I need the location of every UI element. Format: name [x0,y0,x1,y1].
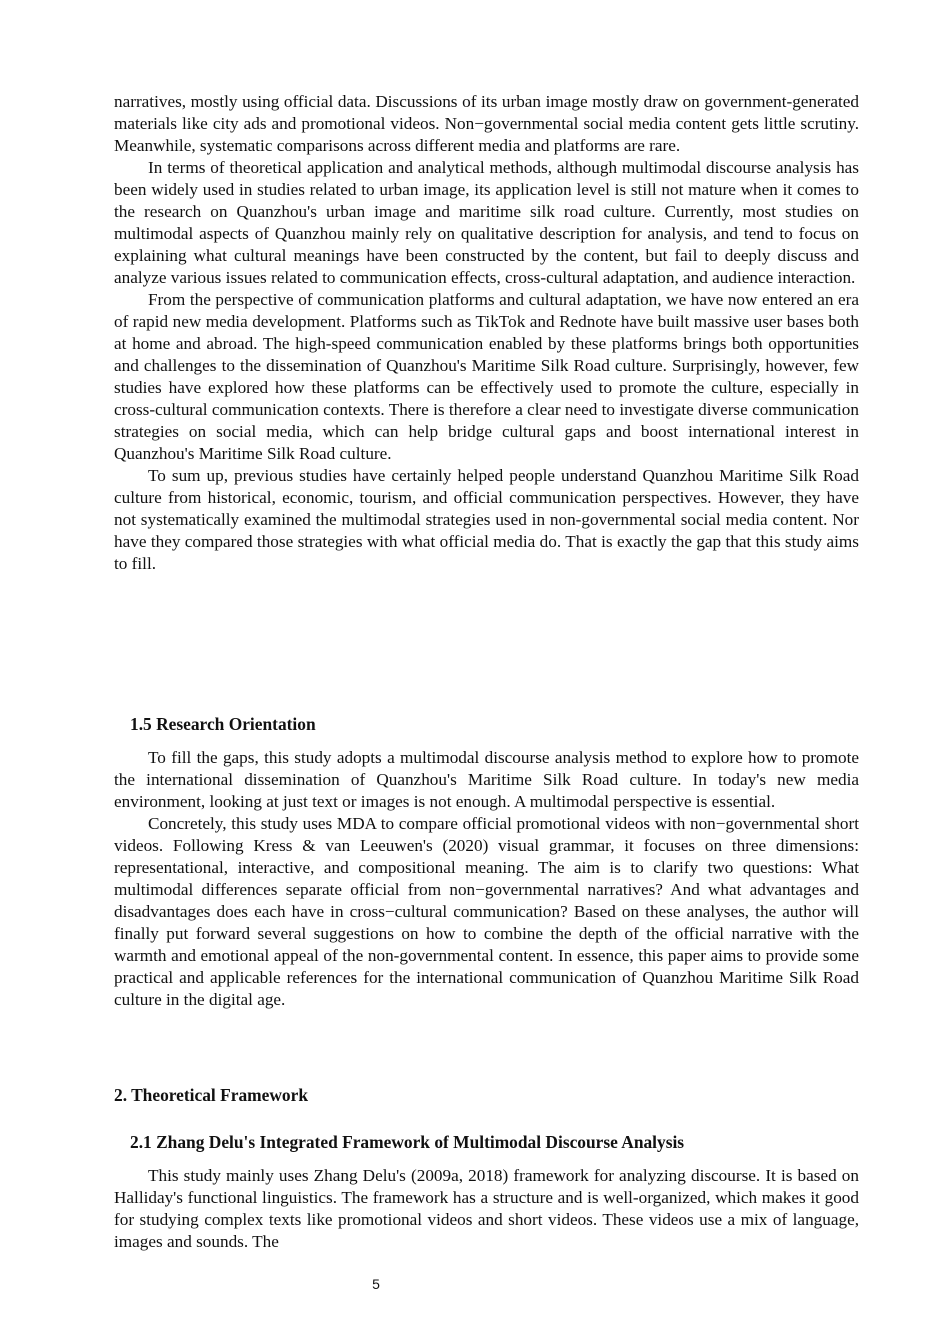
research-orientation-body [114,747,859,1011]
paragraph: In terms of theoretical application and analytical methods, although multimodal discourse analysis has been widely used in studies related to urban image, its application level is still not mature when it comes to the research on Quanzhou's urban image and maritime silk road culture. Currently, most studies on multimodal aspects of Quanzhou mainly rely on qualitative description for analysis, and tend to focus on explaining what cultural meanings have been constructed by the content, but fail to deeply discuss and analyze various issues related to communication effects, cross-cultural adaptation, and audience interaction. [114,158,859,287]
paragraph: To sum up, previous studies have certainly helped people understand Quanzhou Maritime Silk Road culture from historical, economic, tourism, and official communication perspectives. However, they have not systematically examined the multimodal strategies used in non-governmental social media content. Nor have they compared those strategies with what official media do. That is exactly the gap that this study aims to fill. [114,466,859,573]
section-heading-1-5: 1.5 Research Orientation [130,714,316,734]
paragraph: narratives, mostly using official data. Discussions of its urban image mostly draw on government-generated materials like city ads and promotional videos. Non−governmental social media content gets little scrutiny. Meanwhile, systematic comparisons across different media and platforms are rare. [114,92,859,155]
paragraph: Concretely, this study uses MDA to compare official promotional videos with non−governmental short videos. Following Kress & van Leeuwen's (2020) visual grammar, it focuses on three dimensions: representational, interactive, and compositional meaning. The aim is to clarify two questions: What multimodal differences separate official from non−governmental narratives? And what advantages and disadvantages does each have in cross−cultural communication? Based on these analyses, the author will finally put forward several suggestions on how to combine the depth of the official narrative with the warmth and emotional appeal of the non-governmental content. In essence, this paper aims to provide some practical and applicable references for the international communication of Quanzhou Maritime Silk Road culture in the digital age. [114,814,859,1009]
paragraph: This study mainly uses Zhang Delu's (2009a, 2018) framework for analyzing discourse. It is based on Halliday's functional linguistics. The framework has a structure and is well-organized, which makes it good for studying complex texts like promotional videos and short videos. These videos use a mix of language, images and sounds. The [114,1166,859,1251]
paragraph: From the perspective of communication platforms and cultural adaptation, we have now entered an era of rapid new media development. Platforms such as TikTok and Rednote have built massive user bases both at home and abroad. The high-speed communication enabled by these platforms brings both opportunities and challenges to the dissemination of Quanzhou's Maritime Silk Road culture. Surprisingly, however, few studies have explored how these platforms can be effectively used to promote the culture, especially in cross-cultural communication contexts. There is therefore a clear need to investigate diverse communication strategies on social media, which can help bridge cultural gaps and boost international interest in Quanzhou's Maritime Silk Road culture. [114,290,859,463]
page-number: 5 [372,1276,380,1292]
section-heading-2-1: 2.1 Zhang Delu's Integrated Framework of Multimodal Discourse Analysis [130,1132,685,1152]
section-heading-2: 2. Theoretical Framework [114,1085,308,1105]
framework-body [114,1165,859,1253]
literature-review-continuation [114,91,859,575]
paragraph: To fill the gaps, this study adopts a multimodal discourse analysis method to explore how to promote the international dissemination of Quanzhou's Maritime Silk Road culture. In today's new media environment, looking at just text or images is not enough. A multimodal perspective is essential. [114,748,859,811]
